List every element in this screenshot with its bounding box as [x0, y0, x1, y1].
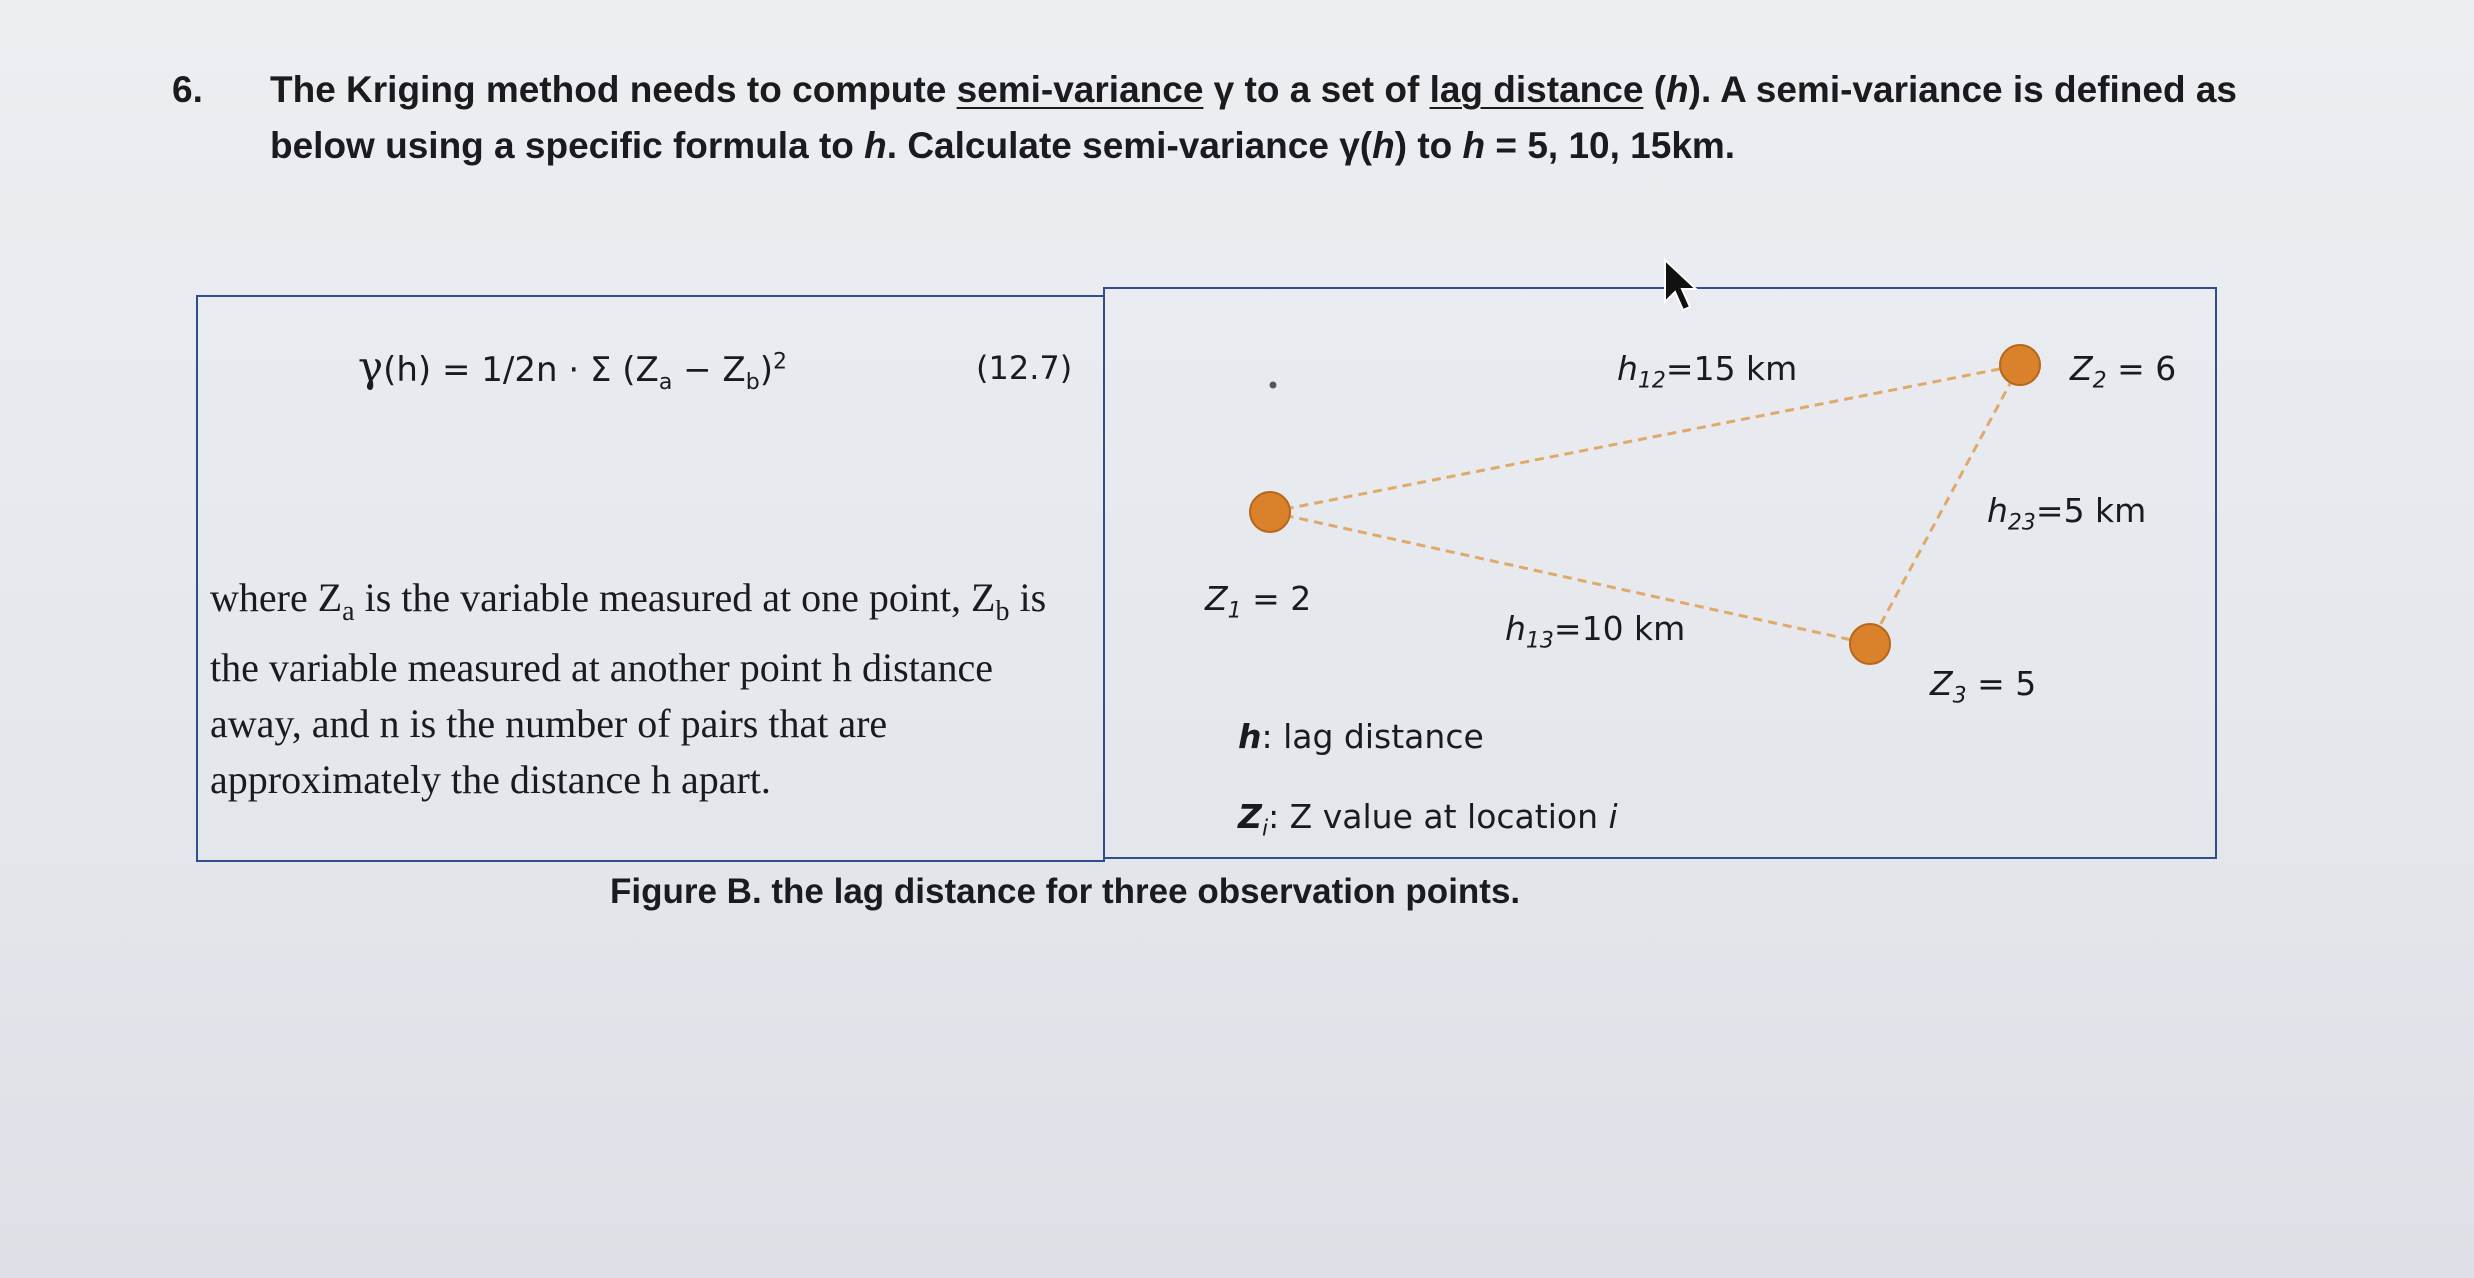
label-z2: $Z_2 = 6$: [2070, 349, 2177, 394]
label-h23: $h_{23}=5$ km: [1987, 491, 2147, 536]
lag-distance-term: lag distance: [1429, 69, 1644, 110]
legend-z: $Z_i$: Z value at location i: [1238, 797, 1618, 842]
question-text: [172, 62, 2325, 174]
formula-box: [196, 295, 1105, 862]
legend-h: h: lag distance: [1238, 717, 1484, 756]
formula-definition: where $Z_a$ is the variable measured at one point, $Z_b$ is the variable measured at another point h distance away, and n is the number of pairs that are approximately the distance h apart.: [210, 575, 1047, 802]
stray-dot: [1270, 382, 1277, 389]
point-z3: [1850, 624, 1890, 664]
question-body: The Kriging method needs to compute semi-variance γ to a set of lag distance (h). A semi-variance is defined as below using a specific formula to h. Calculate semi-variance γ(h) to h = 5, 10, 15km.: [270, 69, 2238, 166]
point-z2: [2000, 345, 2040, 385]
question-number: 6.: [172, 69, 203, 110]
semi-variance-term: semi-variance: [956, 69, 1204, 110]
label-h12: $h_{12}=15$ km: [1617, 349, 1798, 394]
mouse-pointer-icon: [1663, 258, 1703, 314]
label-z3: $Z_3 = 5$: [1930, 664, 2037, 709]
semivariance-formula: γ(h) = 1/2n · Σ $(Z_a - Z_b)^2$: [358, 342, 787, 395]
figure-b-box: [1103, 287, 2217, 859]
point-z1: [1250, 492, 1290, 532]
equation-number: (12.7): [976, 349, 1073, 387]
label-z1: $Z_1 = 2$: [1205, 579, 1312, 624]
label-h13: $h_{13}=10$ km: [1505, 609, 1686, 654]
figure-caption: Figure B. the lag distance for three observation points.: [610, 872, 1521, 911]
